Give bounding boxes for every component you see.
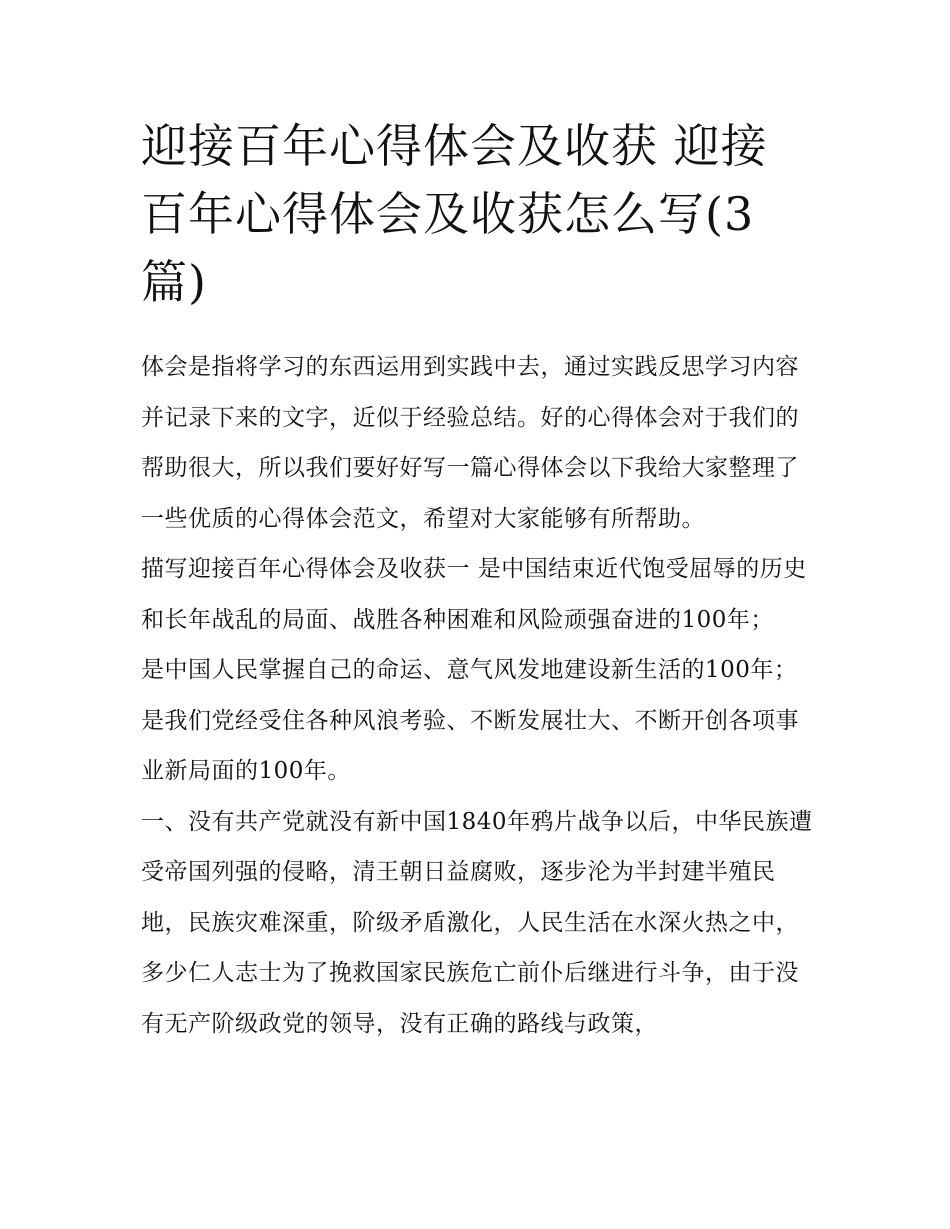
document-content <box>141 112 813 1049</box>
document-title: 迎接百年心得体会及收获 迎接百年心得体会及收获怎么写(3篇) <box>141 119 768 309</box>
document-body <box>141 342 813 1049</box>
paragraph-people: 是中国人民掌握自己的命运、意气风发地建设新生活的100年； 是我们党经受住各种风浪考验、不断发展壮大、不断开创各项事业新局面的100年。 <box>141 657 799 784</box>
paragraph-history: 一、没有共产党就没有新中国1840年鸦片战争以后，中华民族遭受帝国列强的侵略，清王朝日益腐败，逐步沦为半封建半殖民地，民族灾难深重，阶级矛盾激化，人民生活在水深火热之中，多少仁人志士为了挽救国家民族危亡前仆后继进行斗争，由于没有无产阶级政党的领导，没有正确的路线与政策， <box>141 808 813 1037</box>
paragraph-section-one: 描写迎接百年心得体会及收获一 是中国结束近代饱受屈辱的历史和长年战乱的局面、战胜各种困难和风险顽强奋进的100年； <box>141 556 807 633</box>
paragraph-intro: 体会是指将学习的东西运用到实践中去，通过实践反思学习内容并记录下来的文字，近似于经验总结。好的心得体会对于我们的帮助很大，所以我们要好好写一篇心得体会以下我给大家整理了一些优质的心得体会范文，希望对大家能够有所帮助。 <box>141 354 799 532</box>
